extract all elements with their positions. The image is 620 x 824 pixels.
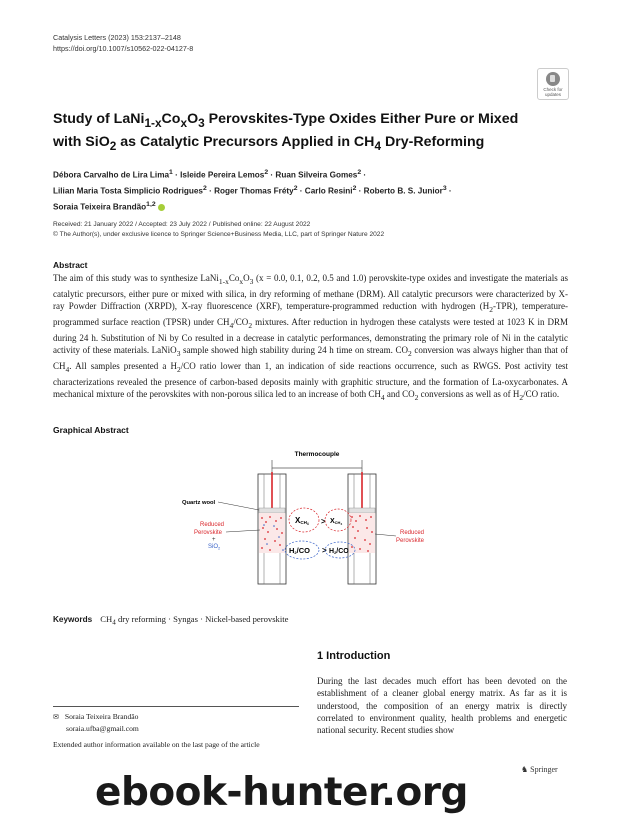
article-title: Study of $LaNi_{1-x}Co_xO_3$ Perovskites-Type Oxides Either Pure or Mixed with SiO$_2$ as Catalytic Precursors Applied in $CH_4$ Dry-Reforming [53,111,519,153]
footnote-divider [53,706,299,707]
thermocouple-bracket [272,460,362,468]
badge-label: Check for updates [543,87,563,97]
orcid-icon[interactable] [158,204,165,211]
keyword-item[interactable]: Nickel-based perovskite [205,614,289,624]
corresponding-author-email[interactable]: soraia.ufba@gmail.com [66,724,139,733]
graphical-abstract-heading: Graphical Abstract [53,425,129,435]
introduction-text: During the last decades much effort has been devoted on the establishment of a cleaner global energy matrix. As far as it is understood, the composition of an energy matrix is directly correlated to environment quality, health problems and energetic national security. Recent studies show [317,676,567,736]
author-name[interactable]: Roberto B. S. Junior [363,186,443,196]
corresponding-author-footnote [53,711,303,750]
check-for-updates-badge[interactable] [537,68,569,100]
quartz-wool-left [259,508,285,513]
graphical-abstract-figure [180,446,430,601]
h2co-right: H2/CO [329,548,349,555]
article-dates [53,220,573,239]
reduced-perovskite-label-right-2: Perovskite [396,538,425,544]
corresponding-author-name: Soraia Teixeira Brandão [64,712,139,721]
author-name[interactable]: Roger Thomas Fréty [214,186,294,196]
quartz-wool-pointer [218,502,259,510]
perovskite-pointer-right [375,534,396,536]
xch4-right: XCH4 [330,518,343,526]
doi-link[interactable]: https://doi.org/10.1007/s10562-022-04127-8 [53,44,194,53]
quartz-wool-label: Quartz wool [182,500,216,506]
introduction-heading: 1 Introduction [317,650,391,662]
quartz-wool-right [349,508,375,513]
xch4-left: XCH4 [295,516,309,526]
keyword-item[interactable]: Syngas [173,614,198,624]
author-name[interactable]: Isleide Pereira Lemos [180,170,265,180]
abstract-heading: Abstract [53,260,88,270]
reduced-perovskite-label-left-1: Reduced [200,522,225,528]
author-list: Débora Carvalho de Lira Lima$^1$ · Isleide Pereira Lemos$^2$ · Ruan Silveira Gomes$^2$ · Lilian Maria Tosta Simplicio Rodrigues$^2$ · Roger Thomas Fréty$^2$ · Carlo Resini$^2$ · Roberto B. S. Junior$^3$ · Soraia Teixeira Brandão$^{1,2}$ [53,169,452,213]
abstract-text: The aim of this study was to synthesize $LaNi_{1-x}Co_xO_3$ (x = 0.0, 0.1, 0.2, 0.5 and 1.0) perovskite-type oxides and investigate the materials as catalytic precursors, either pure or mixed with silica, in dry reforming of methane (DRM). All catalytic precursors were characterized by X-ray Powder Diffraction (XRPD), X-ray fluorescence (XRF), temperature-programmed reduction with hydrogen $(H_2-TPR)$, temperature-programmed surface reaction (TPSR) under $CH_4/CO_2$ mixtures. After reduction in hydrogen these catalysts were tested at 1023 K in DRM during 24 h. Substitution of Ni by Co resulted in a decrease in catalytic performances, demonstrating the primary role of Ni in the catalytic activity of these materials. LaNiO$_3$ sample showed high stability during 24 h time on stream. $CO_2$ conversion was always higher than that of $CH_4$. All samples presented a $H_2/CO$ ratio lower than 1, an indication of side reactions occurrence, such as RWGS. Post activity test characterizations revealed the presence of carbon-based deposits mainly with graphitic structure, and the formation of La-oxycarbonates. A mechanical mixture of the perovskites with non-porous silica led to an increase of both $CH_4$ and $CO_2$ conversions as well as of $H_2/CO$ ratio. [53,273,568,402]
reactor-right [348,472,376,584]
greater-than-top: > [321,517,326,526]
reduced-perovskite-label-right-1: Reduced [400,530,425,536]
journal-citation: Catalysis Letters (2023) 153:2137–2148 [53,33,181,42]
copyright-line: © The Author(s), under exclusive licence to Springer Science+Business Media, LLC, part of Springer Nature 2022 [53,230,385,238]
journal-header [53,32,193,54]
author-name[interactable]: Carlo Resini [304,186,353,196]
publisher-logo: ♞ Springer [521,765,558,774]
thermocouple-label: Thermocouple [294,451,340,458]
author-name[interactable]: Débora Carvalho de Lira Lima [53,170,170,180]
h2co-left: H2/CO [289,546,310,555]
author-name[interactable]: Lilian Maria Tosta Simplicio Rodrigues [53,186,203,196]
reactor-left [258,472,286,584]
publication-dates: Received: 21 January 2022 / Accepted: 23 July 2022 / Published online: 22 August 2022 [53,221,311,228]
envelope-icon: ✉ [53,713,59,721]
extended-author-info: Extended author information available on the last page of the article [53,740,260,749]
keyword-item[interactable]: $CH_4$ dry reforming [100,614,166,627]
sio2-label: SiO$_2$ [208,544,221,551]
keywords: Keywords $CH_4$ dry reforming · Syngas · Nickel-based perovskite [53,614,289,627]
author-name[interactable]: Soraia Teixeira Brandão [53,203,147,213]
keywords-label: Keywords [53,615,93,624]
perovskite-pointer-left [226,530,260,532]
watermark: ebook-hunter.org [95,770,468,815]
greater-than-bottom: > [322,546,327,555]
reduced-perovskite-label-left-2: Perovskite [194,530,223,536]
plus-sign: + [212,537,216,543]
bookmark-icon [546,72,560,86]
author-name[interactable]: Ruan Silveira Gomes [275,170,358,180]
horse-icon: ♞ [521,765,529,774]
